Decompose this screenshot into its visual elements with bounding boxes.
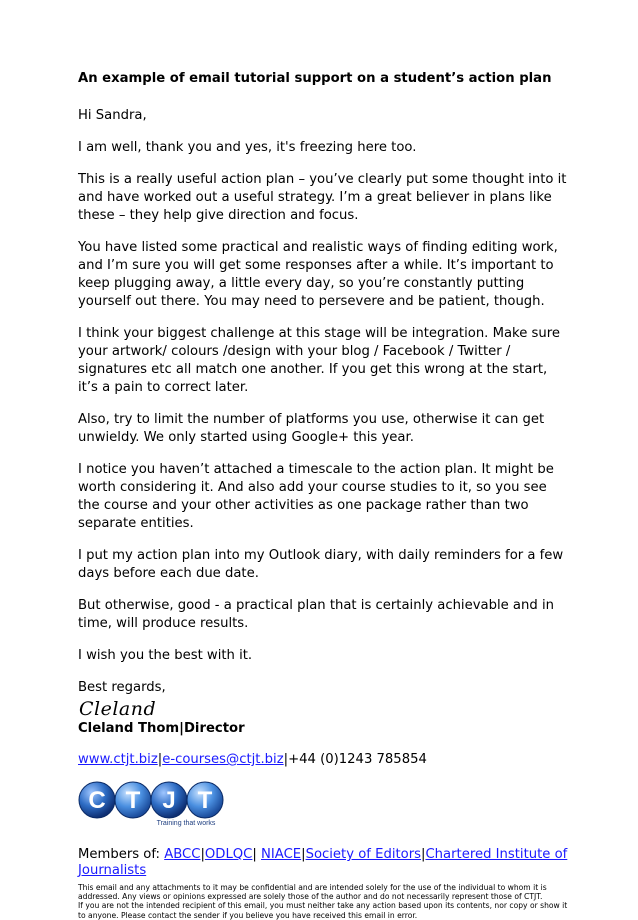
- member-link-niace[interactable]: NIACE: [261, 847, 302, 862]
- paragraph-7: I put my action plan into my Outlook diary, with daily reminders for a few days before each due date.: [78, 548, 564, 581]
- disclaimer-line-2: If you are not the intended recipient of this email, you must neither take any action based upon its contents, nor copy or show it to anyone. Please contact the sender if you believe you have received this email in error.: [78, 901, 568, 920]
- logo-letter-j: J: [162, 787, 176, 814]
- contact-line: [78, 751, 568, 769]
- paragraph-3: You have listed some practical and realistic ways of finding editing work, and I’m sure you will get some responses after a while. It’s important to keep plugging away, a little every day, so you’re constantly putting yourself out there. You may need to persevere and be patient, though.: [78, 240, 558, 309]
- paragraph-5: Also, try to limit the number of platforms you use, otherwise it can get unwieldy. We only started using Google+ this year.: [78, 412, 545, 445]
- contact-separator: |: [157, 752, 163, 767]
- members-prefix: Members of:: [78, 847, 165, 862]
- member-link-odlqc[interactable]: ODLQC: [204, 847, 253, 862]
- paragraph-6: I notice you haven’t attached a timescale to the action plan. It might be worth considering it. And also add your course studies to it, so you see the course and your other activities as one package rather than two separate entities.: [78, 462, 554, 531]
- disclaimer-line-1: This email and any attachments to it may be confidential and are intended solely for the use of the individual to whom it is addressed. Any views or opinions expressed are solely those of the author and do not necessarily represent those of CTJT.: [78, 883, 547, 902]
- paragraph-2: This is a really useful action plan – you’ve clearly put some thought into it and have worked out a useful strategy. I’m a great believer in plans like these – they help give direction and focus.: [78, 172, 567, 223]
- members-line: Members of: ABCC|ODLQC| NIACE|Society of Editors|Chartered Institute of Journalists: [78, 847, 568, 878]
- ctjt-logo-graphic: [78, 781, 228, 827]
- member-link-abcc[interactable]: ABCC: [164, 847, 201, 862]
- disclaimer: [78, 883, 568, 920]
- document-title: An example of email tutorial support on a student’s action plan: [78, 71, 552, 86]
- paragraph-9: I wish you the best with it.: [78, 648, 253, 663]
- signature-name: Cleland Thom|Director: [78, 721, 245, 736]
- logo-letter-c: C: [88, 787, 106, 814]
- paragraph-1: I am well, thank you and yes, it's freezing here too.: [78, 140, 417, 155]
- paragraph-8: But otherwise, good - a practical plan that is certainly achievable and in time, will produce results.: [78, 598, 554, 631]
- website-link[interactable]: www.ctjt.biz: [78, 752, 158, 767]
- member-link-society-of-editors[interactable]: Society of Editors: [305, 847, 422, 862]
- logo-letter-t1: T: [125, 787, 141, 814]
- email-document: [78, 70, 568, 920]
- member-link-ciej[interactable]: Chartered Institute of Journalists: [78, 847, 568, 878]
- ctjt-logo: [78, 781, 228, 827]
- handwritten-signature: Cleland: [79, 698, 157, 720]
- greeting: Hi Sandra,: [78, 108, 147, 123]
- email-link[interactable]: e-courses@ctjt.biz: [162, 752, 284, 767]
- phone-number: |+44 (0)1243 785854: [283, 752, 427, 767]
- paragraph-4: I think your biggest challenge at this stage will be integration. Make sure your artwork/ colours /design with your blog / Facebook / Twitter / signatures etc all match one another. If you get this wrong at the start, it’s a pain to correct later.: [78, 326, 560, 395]
- logo-tagline: Training that works: [156, 820, 216, 827]
- signoff: Best regards,: [78, 680, 166, 695]
- logo-letter-t2: T: [197, 787, 213, 814]
